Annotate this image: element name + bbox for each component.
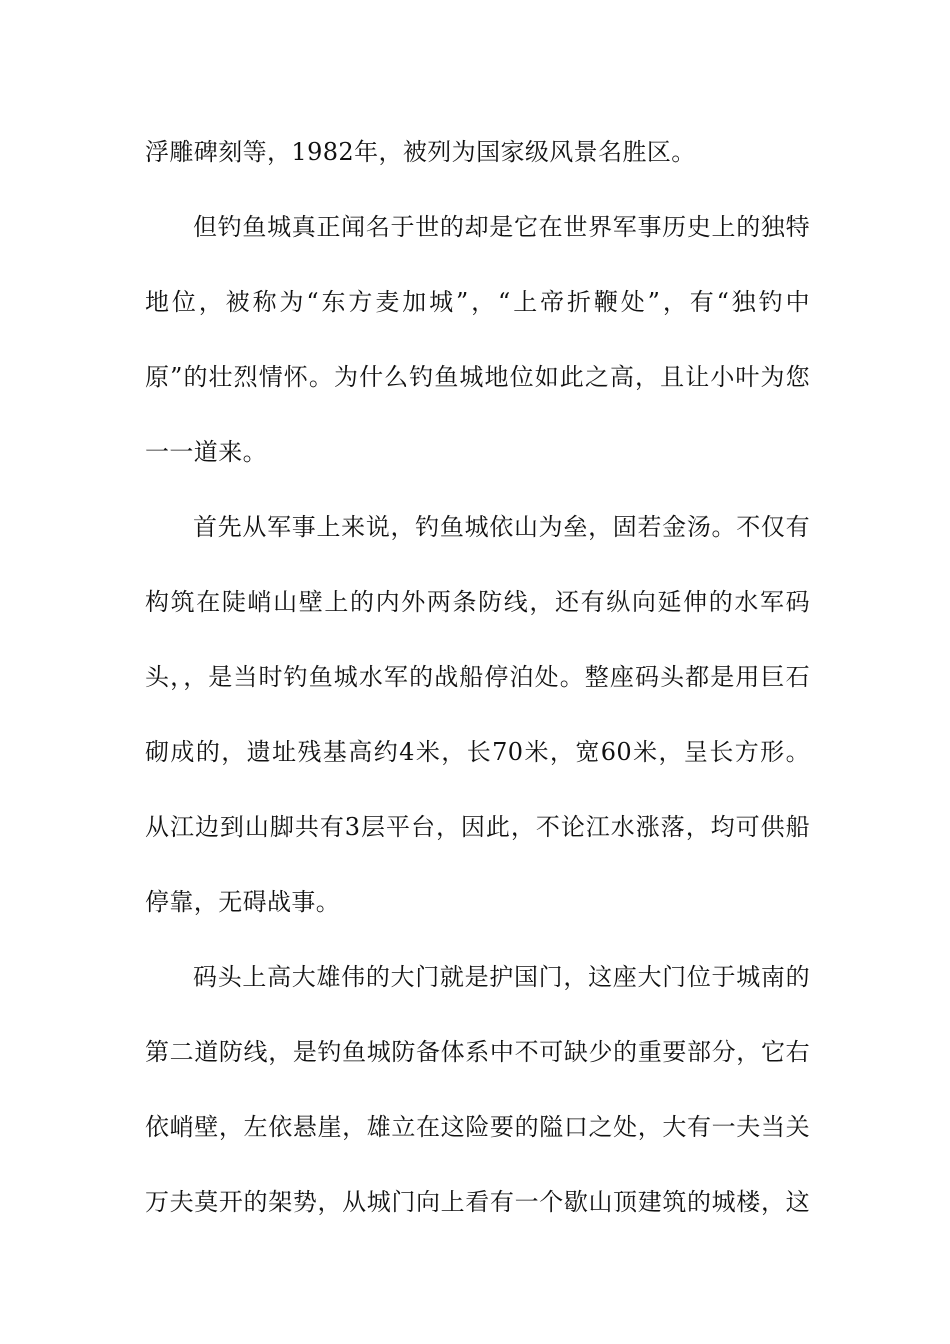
text-line-14: 依峭壁，左依悬崖，雄立在这险要的隘口之处，大有一夫当关 [145,1113,810,1141]
text-line-8: 头，，是当时钓鱼城水军的战船停泊处。整座码头都是用巨石 [145,663,810,691]
text-line-10: 从江边到山脚共有3层平台，因此，不论江水涨落，均可供船 [145,813,810,841]
text-line-2: 但钓鱼城真正闻名于世的却是它在世界军事历史上的独特 [193,213,810,241]
text-line-5: 一一道来。 [145,438,267,466]
text-line-3: 地位，被称为“东方麦加城”，“上帝折鞭处”，有“独钓中 [145,288,810,316]
text-line-4: 原”的壮烈情怀。为什么钓鱼城地位如此之高，且让小叶为您 [145,363,810,391]
text-line-13: 第二道防线，是钓鱼城防备体系中不可缺少的重要部分，它右 [145,1038,810,1066]
text-line-15: 万夫莫开的架势，从城门向上看有一个歇山顶建筑的城楼，这 [145,1188,810,1216]
text-line-12: 码头上高大雄伟的大门就是护国门，这座大门位于城南的 [193,963,810,991]
text-line-1: 浮雕碑刻等，1982年，被列为国家级风景名胜区。 [145,138,696,166]
text-line-7: 构筑在陡峭山壁上的内外两条防线，还有纵向延伸的水军码 [145,588,810,616]
text-line-11: 停靠，无碍战事。 [145,888,341,916]
text-line-9: 砌成的，遗址残基高约4米，长70米，宽60米，呈长方形。 [145,738,810,766]
text-line-6: 首先从军事上来说，钓鱼城依山为垒，固若金汤。不仅有 [193,513,810,541]
